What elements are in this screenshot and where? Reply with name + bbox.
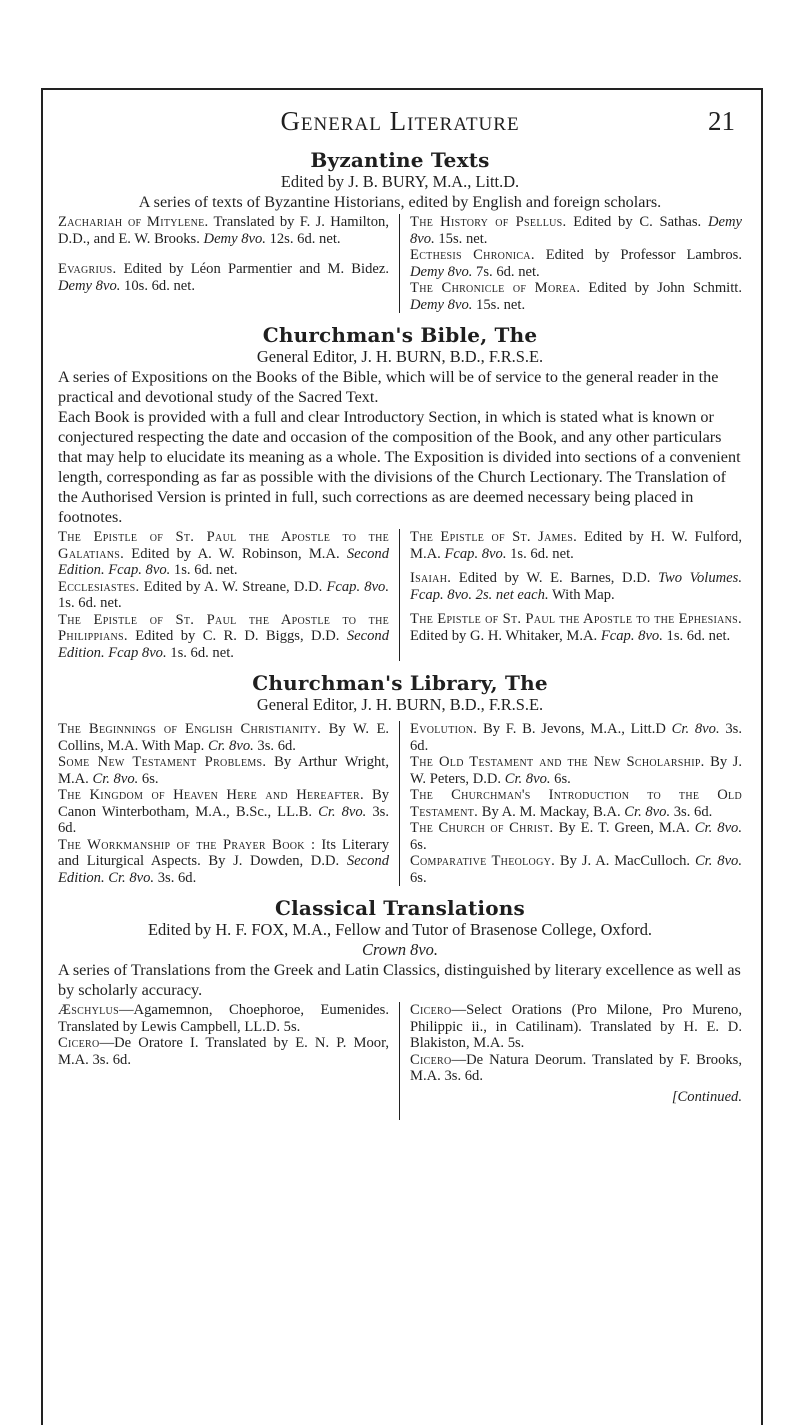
book-entry: [58, 721, 389, 754]
book-format: Demy 8vo.: [410, 296, 473, 313]
book-entry: [58, 261, 389, 294]
section-description: A series of Translations from the Greek and Latin Classics, distinguished by literary excellence as well as by scholarly accuracy.: [58, 961, 741, 999]
book-price: 15s. net.: [434, 230, 488, 247]
book-price: 3s. 6d.: [444, 1068, 483, 1084]
book-title: The Epistle of St. Paul the Apostle to the Galatians.: [58, 529, 389, 562]
section-title: Churchman's Bible, The: [262, 323, 538, 347]
section-title: Classical Translations: [275, 896, 525, 920]
book-title: Cicero: [58, 1035, 100, 1051]
book-price: 7s. 6d. net.: [472, 263, 540, 280]
book-price: 3s. 6d.: [410, 721, 742, 754]
book-title: Æschylus: [58, 1002, 119, 1018]
book-price: 3s. 6d.: [253, 737, 296, 754]
book-title: The History of Psellus.: [410, 214, 567, 230]
book-title: The Epistle of St. James.: [410, 529, 578, 545]
book-entry: [410, 721, 742, 754]
book-details: Edited by G. H. Whitaker, M.A.: [410, 627, 601, 644]
book-entry: [58, 612, 389, 662]
book-entry: [410, 570, 742, 603]
section-churchmans-bible: [58, 323, 742, 661]
book-title: The Workmanship of the Prayer Book :: [58, 836, 316, 853]
book-price: 12s. 6d. net.: [265, 230, 341, 247]
book-title: Evolution.: [410, 721, 478, 737]
section-title: Churchman's Library, The: [252, 671, 548, 695]
book-details: By F. B. Jevons, M.A., Litt.D: [477, 721, 672, 737]
book-details: By E. T. Green, M.A.: [553, 820, 695, 836]
book-entry: [410, 247, 742, 280]
book-title: The Churchman's Introduction to the Old Testament.: [410, 787, 742, 820]
book-price: 3s. 6d.: [92, 1051, 131, 1068]
book-title: The Beginnings of English Christianity.: [58, 721, 322, 737]
book-price: 1s. 6d. net.: [506, 545, 574, 562]
book-entry: [58, 837, 389, 887]
book-format: Second Edition. Cr. 8vo.: [58, 853, 389, 886]
book-entry: [58, 214, 389, 247]
running-head: [55, 106, 745, 138]
book-title: The Chronicle of Morea.: [410, 280, 581, 296]
book-details: By Canon Winterbotham, M.A., B.Sc., LL.B.: [58, 787, 389, 820]
book-details: Edited by C. Sathas.: [566, 214, 708, 230]
running-title: General Literature: [280, 106, 520, 136]
book-details: By W. E. Collins, M.A. With Map.: [58, 721, 390, 754]
right-column: [400, 721, 742, 886]
section-editor: General Editor, J. H. BURN, B.D., F.R.S.E.: [256, 347, 544, 366]
book-format: Second Edition. Fcap 8vo.: [58, 628, 389, 661]
book-details: By J. A. MacCulloch.: [555, 853, 695, 869]
book-format: Demy 8vo.: [410, 263, 473, 280]
book-title: The Epistle of St. Paul the Apostle to the Philippians.: [58, 611, 389, 644]
book-price: 6s.: [138, 770, 159, 787]
book-details: Edited by W. E. Barnes, D.D.: [451, 570, 659, 586]
book-details: —De Oratore I. Translated by E. N. P. Moor, M.A.: [58, 1035, 389, 1068]
book-price: 3s. 6d.: [670, 803, 713, 820]
book-title: Ecclesiastes.: [58, 578, 140, 595]
page-number: 21: [708, 106, 735, 136]
book-entry: [58, 787, 389, 837]
book-entry: [410, 529, 742, 562]
page-frame-top: [41, 88, 763, 90]
page-frame-right: [761, 88, 763, 1425]
section-format: Crown 8vo.: [362, 940, 438, 959]
book-format: Demy 8vo.: [58, 277, 121, 294]
section-description: A series of texts of Byzantine Historians, edited by English and foreign scholars.: [138, 193, 662, 211]
book-entry: [410, 820, 742, 853]
page-content: [58, 148, 742, 1120]
entry-columns: [58, 721, 742, 886]
book-title: The Epistle of St. Paul the Apostle to the Ephesians.: [410, 611, 742, 627]
book-title: Zachariah of Mitylene.: [58, 214, 209, 230]
entry-columns: [58, 1002, 742, 1120]
book-entry: [58, 754, 389, 787]
book-price: 1s. 6d. net.: [58, 595, 122, 611]
book-format: Demy 8vo.: [203, 230, 266, 247]
book-entry: [58, 579, 389, 612]
book-details: By Arthur Wright, M.A.: [58, 754, 389, 787]
section-byzantine-texts: [58, 148, 742, 313]
section-editor: Edited by H. F. FOX, M.A., Fellow and Tutor of Brasenose College, Oxford.: [147, 920, 653, 939]
book-title: The Church of Christ.: [410, 820, 554, 836]
book-title: Evagrius.: [58, 261, 117, 277]
book-entry: [410, 280, 742, 313]
book-details: —Select Orations (Pro Milone, Pro Mureno, Philippic ii., in Catilinam). Translated by H. E. D. Blakiston, M.A.: [410, 1002, 742, 1051]
left-column: [58, 529, 400, 661]
section-classical-translations: [58, 896, 742, 1120]
book-format: Demy 8vo.: [410, 214, 742, 247]
book-details: Edited by John Schmitt.: [580, 280, 742, 296]
book-price: 5s.: [283, 1018, 301, 1035]
book-price: 3s. 6d.: [58, 803, 390, 836]
book-entry: [410, 214, 742, 247]
book-entry: [58, 1035, 389, 1068]
book-details: —De Natura Deorum. Translated by F. Brooks, M.A.: [410, 1051, 742, 1084]
book-price: 1s. 6d. net.: [170, 562, 238, 578]
book-title: The Old Testament and the New Scholarship.: [410, 754, 705, 770]
book-entry: [410, 754, 742, 787]
entry-columns: [58, 214, 742, 313]
book-price: With Map.: [548, 586, 615, 603]
book-title: Some New Testament Problems.: [58, 754, 267, 770]
book-entry: [410, 611, 742, 644]
section-churchmans-library: [58, 671, 742, 886]
book-details: Edited by A. W. Robinson, M.A.: [124, 545, 347, 562]
book-format: Cr. 8vo.: [671, 721, 720, 737]
book-format: Second Edition. Fcap. 8vo.: [58, 545, 389, 578]
book-format: Cr. 8vo.: [504, 770, 551, 787]
book-price: 15s. net.: [472, 296, 526, 313]
book-price: 1s. 6d. net.: [662, 627, 731, 644]
book-price: 5s.: [507, 1035, 525, 1051]
book-title: Isaiah.: [410, 570, 452, 586]
book-title: The Kingdom of Heaven Here and Hereafter.: [58, 787, 364, 803]
book-format: Cr. 8vo.: [207, 737, 254, 754]
book-format: Fcap. 8vo.: [444, 545, 507, 562]
book-format: Cr. 8vo.: [92, 770, 139, 787]
book-price: 6s.: [410, 869, 427, 886]
right-column: [400, 1002, 742, 1120]
page-frame-left: [41, 88, 43, 1425]
book-details: Translated by F. J. Hamilton, D.D., and E. W. Brooks.: [58, 214, 389, 247]
book-title: Cicero: [410, 1051, 452, 1068]
section-title: Byzantine Texts: [310, 148, 490, 172]
left-column: [58, 1002, 400, 1120]
book-title: Ecthesis Chronica.: [410, 247, 535, 263]
book-title: Cicero: [410, 1002, 452, 1018]
book-details: —Agamemnon, Choephoroe, Eumenides. Translated by Lewis Campbell, LL.D.: [58, 1002, 389, 1035]
section-description: A series of Expositions on the Books of the Bible, which will be of service to the general reader in the practical and devotional study of the Sacred Text.: [58, 368, 719, 406]
book-format: Cr. 8vo.: [694, 853, 742, 869]
book-entry: [410, 1052, 742, 1085]
left-column: [58, 214, 400, 313]
book-format: Fcap. 8vo.: [600, 627, 663, 644]
book-entry: [410, 853, 742, 886]
book-title: Comparative Theology.: [410, 853, 556, 869]
book-details: By A. M. Mackay, B.A.: [478, 803, 625, 820]
section-editor: Edited by J. B. BURY, M.A., Litt.D.: [280, 172, 520, 191]
book-entry: [58, 529, 389, 579]
book-entry: [410, 1002, 742, 1052]
book-details: Edited by Professor Lambros.: [534, 247, 743, 263]
entry-columns: [58, 529, 742, 661]
book-details: Edited by H. W. Fulford, M.A.: [410, 529, 742, 562]
book-price: 3s. 6d.: [154, 869, 197, 886]
book-format: Cr. 8vo.: [624, 803, 671, 820]
book-details: Its Literary and Liturgical Aspects. By J. Dowden, D.D.: [58, 836, 389, 869]
book-entry: [58, 1002, 389, 1035]
section-description-detail: Each Book is provided with a full and clear Introductory Section, in which is stated what is known or conjectured respecting the date and occasion of the composition of the Book, and any other particulars that may help to elucidate its meaning as a whole. The Exposition is divided into sections of a convenient length, corresponding as far as possible with the divisions of the Church Lectionary. The Translation of the Authorised Version is printed in full, such corrections as are deemed necessary being placed in footnotes.: [58, 408, 741, 526]
book-format: Two Volumes. Fcap. 8vo. 2s. net each.: [410, 570, 742, 603]
book-details: Edited by C. R. D. Biggs, D.D.: [127, 628, 347, 644]
right-column: [400, 214, 742, 313]
book-price: 6s.: [410, 836, 427, 853]
book-format: Fcap. 8vo.: [326, 578, 389, 595]
continued-note: [Continued.: [671, 1088, 742, 1105]
book-price: 1s. 6d. net.: [166, 644, 234, 661]
section-editor: General Editor, J. H. BURN, B.D., F.R.S.E.: [256, 695, 544, 714]
left-column: [58, 721, 400, 886]
book-price: 10s. 6d. net.: [120, 277, 195, 294]
book-details: By J. W. Peters, D.D.: [410, 754, 742, 787]
book-format: Cr. 8vo.: [318, 803, 367, 820]
book-price: 6s.: [550, 770, 571, 787]
book-details: Edited by A. W. Streane, D.D.: [139, 578, 327, 595]
book-details: Edited by Léon Parmentier and M. Bidez.: [116, 261, 389, 277]
book-entry: [410, 787, 742, 820]
right-column: [400, 529, 742, 661]
book-format: Cr. 8vo.: [694, 820, 743, 836]
